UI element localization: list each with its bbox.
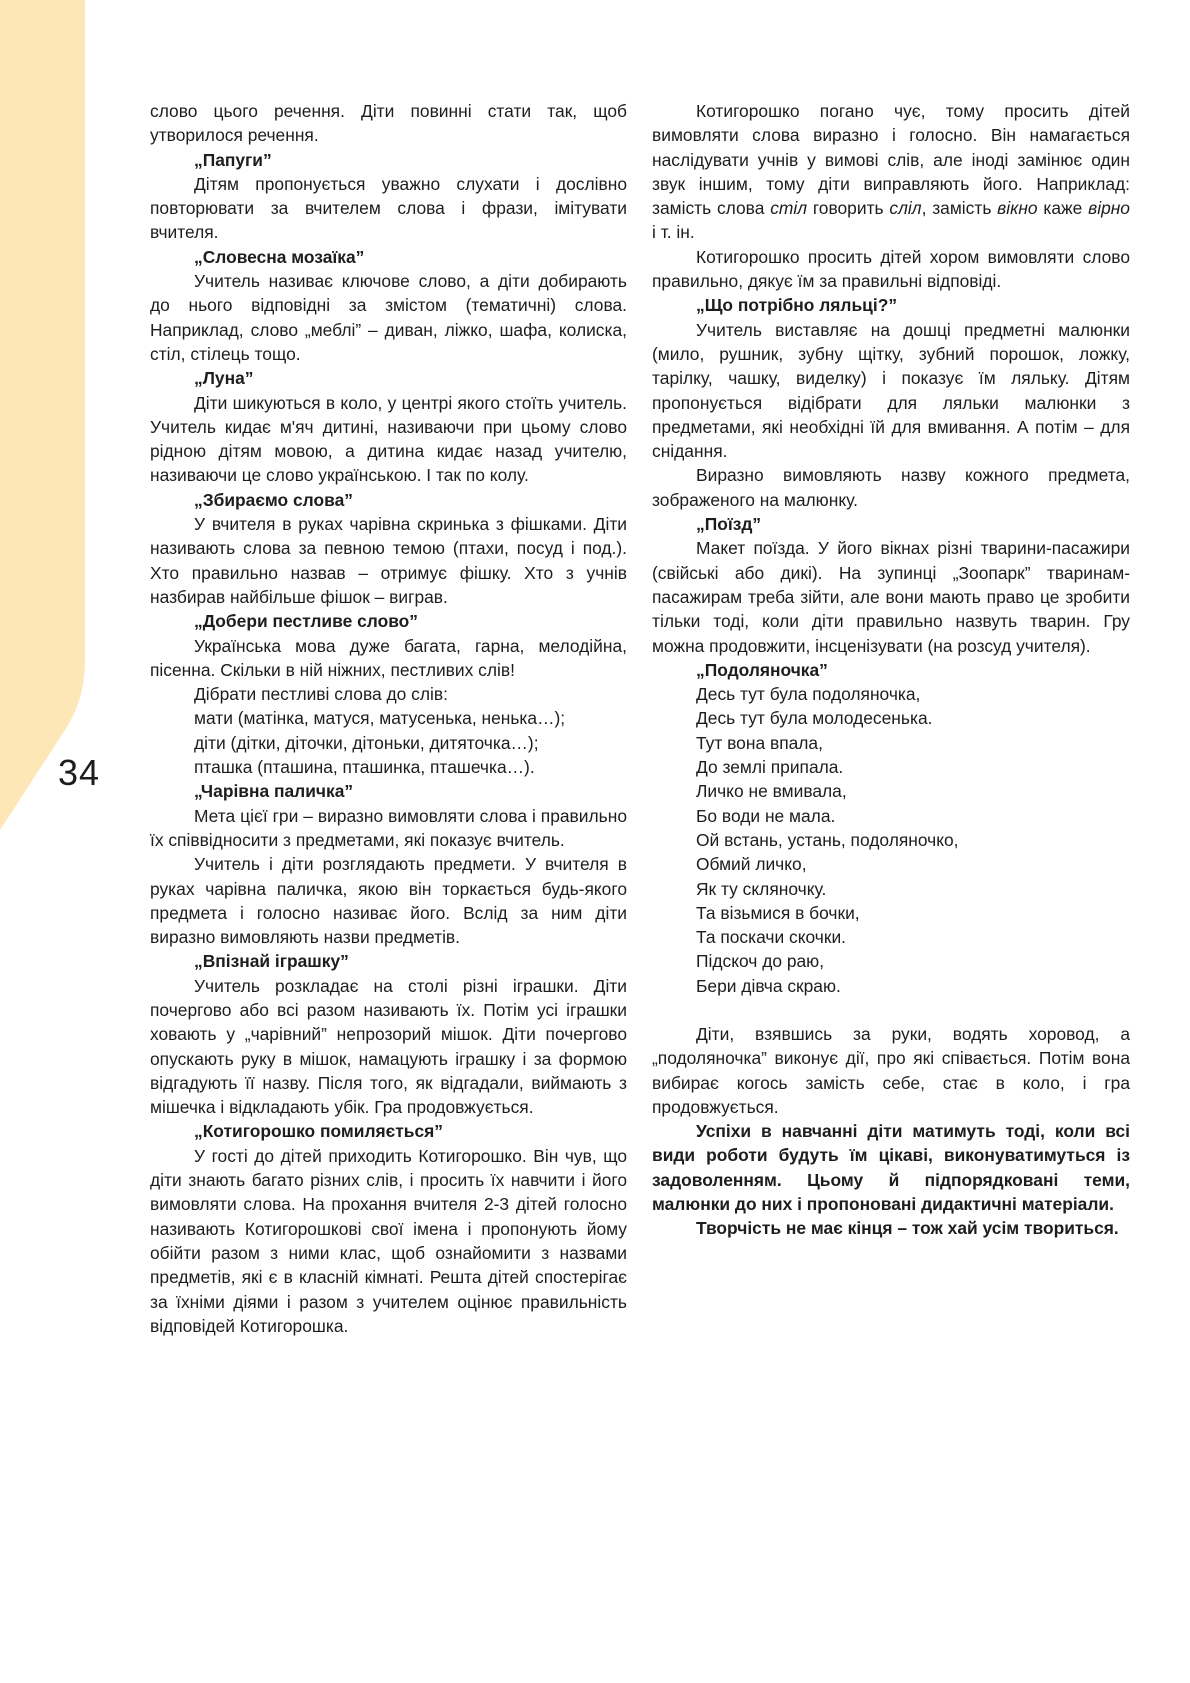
game-title-kotyhoroshko: „Котигорошко помиляється” <box>194 1121 443 1142</box>
game-title-luna: „Луна” <box>194 368 254 389</box>
text-span: , замість <box>921 198 998 219</box>
paragraph <box>652 99 1130 245</box>
paragraph: У гості до дітей приходить Котигорошко. Він чув, що діти знають багато різних слів, і просить їх навчити і його вимовляти слова. На прохання вчителя 2-3 дітей голосно називають Котигорошкові свої імена і пропонують йому обійти разом з ними клас, щоб ознайомити з назвами предметів, які є в класній кімнаті. Решта дітей спостерігає за їхніми діями і разом з учителем оцінює правильність відповідей Котигорошка. <box>150 1145 627 1336</box>
text-span: говорить <box>807 198 890 219</box>
text-line: пташка (пташина, пташинка, пташечка…). <box>194 757 535 778</box>
text-line: діти (дітки, діточки, дітоньки, дитяточка…); <box>194 732 539 753</box>
page-number: 34 <box>58 752 101 793</box>
spacer <box>652 998 1130 1022</box>
poem-line: Бери дівча скраю. <box>696 975 841 996</box>
game-title-ihrashka: „Впізнай іграшку” <box>194 951 349 972</box>
poem-line: Бо води не мала. <box>696 805 836 826</box>
text-span: і т. ін. <box>652 222 695 243</box>
poem-line: Підскоч до раю, <box>696 951 825 972</box>
paragraph: Учитель називає ключове слово, а діти добирають до нього відповідні за змістом (тематичні) слова. Наприклад, слово „меблі” – диван, ліжко, шафа, колиска, стіл, стілець тощо. <box>150 271 627 364</box>
game-title-mozaika: „Словесна мозаїка” <box>194 246 365 267</box>
paragraph: Котигорошко просить дітей хором вимовляти слово правильно, дякує їм за правильні відповіді. <box>652 246 1130 292</box>
poem-line: Та поскачи скочки. <box>696 927 847 948</box>
poem-line: Десь тут була молодесенька. <box>696 708 933 729</box>
text-span: каже <box>1037 198 1089 219</box>
poem <box>652 682 1130 998</box>
page-corner-tab <box>0 0 90 830</box>
italic-word: вірно <box>1088 198 1130 219</box>
game-title-podolianochka: „Подоляночка” <box>696 659 828 680</box>
game-title-poizd: „Поїзд” <box>696 514 762 535</box>
poem-line: Ой встань, устань, подоляночко, <box>696 829 959 850</box>
game-title-palychka: „Чарівна паличка” <box>194 781 354 802</box>
paragraph: Учитель і діти розглядають предмети. У вчителя в руках чарівна паличка, якою він торкається будь-якого предмета і голосно називає його. Вслід за ним діти виразно вимовляють назви предметів. <box>150 854 627 948</box>
paragraph: слово цього речення. Діти повинні стати так, щоб утворилося речення. <box>150 101 627 146</box>
poem-line: Та візьмися в бочки, <box>696 902 860 923</box>
text-line: Дібрати пестливі слова до слів: <box>194 684 448 705</box>
paragraph: Учитель розкладає на столі різні іграшки. Діти почергово або всі разом називають їх. Потім усі іграшки ховають у „чарівний” непрозорий мішок. Діти почергово опускають руку в мішок, намацують іграшку і за формою відгадують її назву. Після того, як відгадали, виймають з мішечка і відкладають убік. Гра продовжується. <box>150 975 627 1118</box>
conclusion-paragraph: Успіхи в навчанні діти матимуть тоді, коли всі види роботи будуть їм цікаві, виконуватимуться із задоволенням. Цьому й підпорядковані теми, малюнки до них і пропоновані дидактичні матеріали. <box>652 1121 1130 1215</box>
game-title-lialka: „Що потрібно ляльці?” <box>696 295 898 316</box>
paragraph: У вчителя в руках чарівна скринька з фішками. Діти називають слова за певною темою (птахи, посуд і под.). Хто правильно назвав – отримує фішку. Хто з учнів назбирав найбільше фішок – виграв. <box>150 514 627 607</box>
paragraph: Мета цієї гри – виразно вимовляти слова і правильно їх співвідносити з предметами, які показує вчитель. <box>150 805 627 850</box>
poem-line: Тут вона впала, <box>696 732 823 753</box>
paragraph: Українська мова дуже багата, гарна, мелодійна, пісенна. Скільки в ній ніжних, пестливих слів! <box>150 635 627 680</box>
italic-word: стіл <box>770 198 808 219</box>
paragraph: Учитель виставляє на дошці предметні малюнки (мило, рушник, зубну щітку, зубний порошок, ложку, тарілку, чашку, виделку) і показує їм ляльку. Дітям пропонується відібрати для ляльки малюнки з предметами, які необхідні їй для вмивання. А потім – для снідання. <box>652 319 1130 462</box>
poem-line: Личко не вмивала, <box>696 781 847 802</box>
game-title-pestlyve: „Добери пестливе слово” <box>194 611 418 632</box>
paragraph: Діти, взявшись за руки, водять хоровод, а „подоляночка” виконує дії, про які співається. Потім вона вибирає когось замість себе, стає в коло, і гра продовжується. <box>652 1023 1130 1117</box>
closing-paragraph: Творчість не має кінця – тож хай усім твориться. <box>696 1218 1119 1239</box>
text-span: Котигорошко погано чує, тому просить дітей вимовляти слова виразно і голосно. Він намагається наслідувати учнів у вимові слів, але іноді замінює один звук іншим, тому діти виправляють його. Наприклад: замість слова <box>652 101 1130 219</box>
poem-line: Обмий личко, <box>696 854 807 875</box>
paragraph: Дітям пропонується уважно слухати і дослівно повторювати за вчителем слова і фрази, імітувати вчителя. <box>150 173 627 243</box>
game-title-papuhy: „Папуги” <box>194 149 272 170</box>
game-title-zbyraiemo: „Збираємо слова” <box>194 489 353 510</box>
paragraph: Виразно вимовляють назву кожного предмета, зображеного на малюнку. <box>652 465 1130 510</box>
poem-line: До землі припала. <box>696 757 844 778</box>
poem-line: Як ту скляночку. <box>696 878 827 899</box>
italic-word: вікно <box>997 198 1038 219</box>
left-column <box>150 99 627 1338</box>
italic-word: сліл <box>889 198 922 219</box>
text-line: мати (матінка, матуся, матусенька, ненька…); <box>194 708 566 729</box>
poem-line: Десь тут була подоляночка, <box>696 684 921 705</box>
paragraph: Макет поїзда. У його вікнах різні тварини-пасажири (свійські або дикі). На зупинці „Зоопарк” тваринам-пасажирам треба зійти, але вони мають право це зробити тільки тоді, коли діти правильно назвуть тварин. Гру можна продовжити, інсценізувати (на розсуд учителя). <box>652 538 1130 656</box>
right-column <box>652 99 1130 1241</box>
paragraph: Діти шикуються в коло, у центрі якого стоїть учитель. Учитель кидає м'яч дитині, називаючи при цьому слово рідною дітям мовою, а дитина кидає назад учителю, називаючи це слово українською. І так по колу. <box>150 392 627 486</box>
